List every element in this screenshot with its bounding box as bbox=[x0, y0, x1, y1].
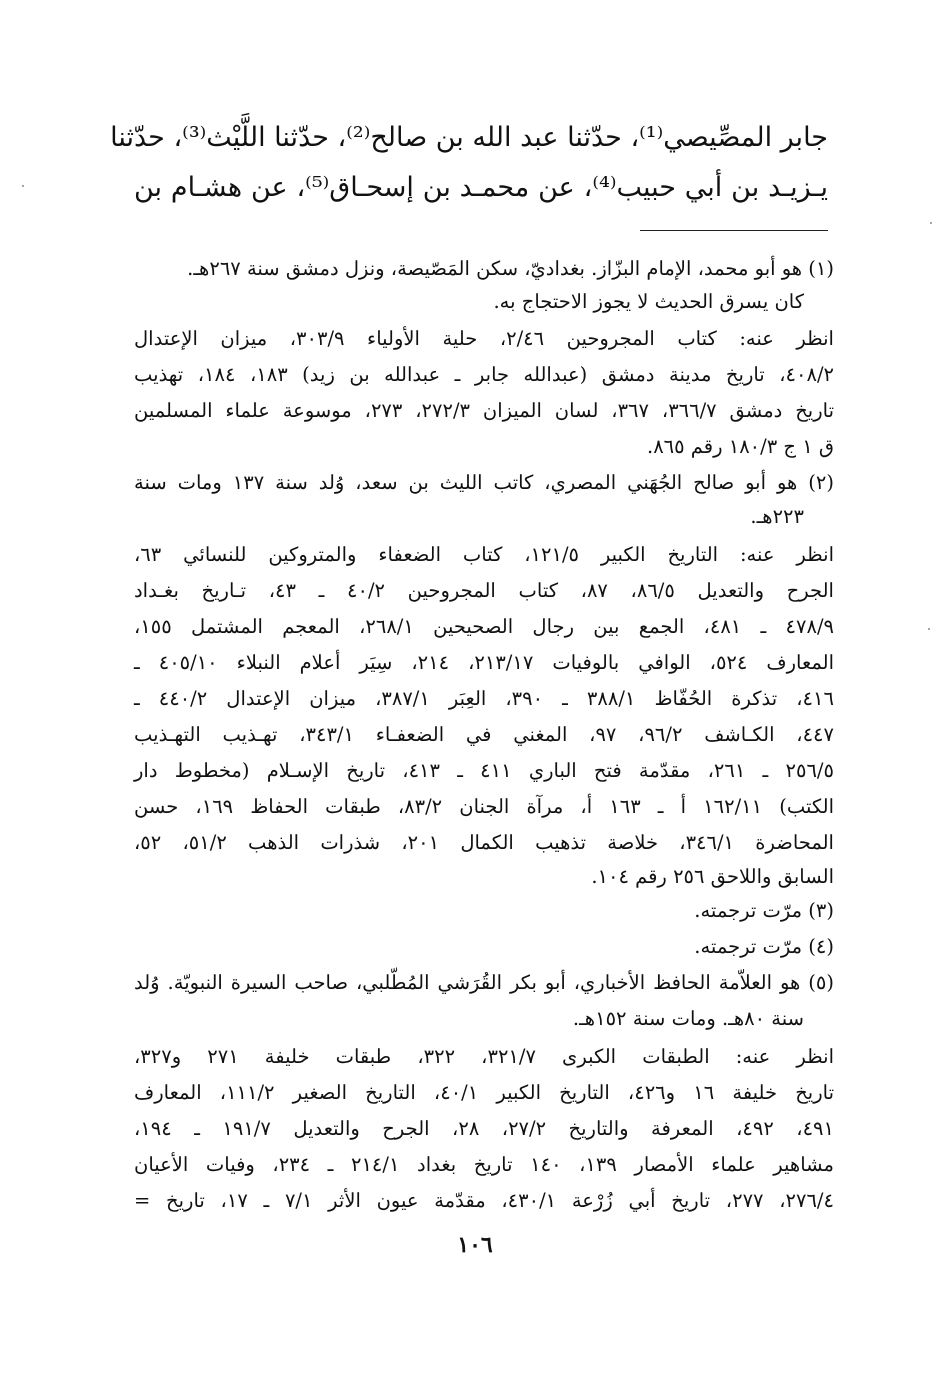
footnote-2-sources: السابق واللاحق ٢٥٦ رقم ١٠٤. bbox=[591, 865, 834, 888]
footnote-5-sources: تاريخ خليفة ١٦ و٤٢٦، التاريخ الكبير ٤٠/١، التاريخ الصغير ١١١/٢، المعارف bbox=[134, 1081, 834, 1104]
scan-speck bbox=[928, 628, 930, 630]
main-text-line-2: يـزيـد بن أبي حبيب⁽⁴⁾، عن محمـد بن إسحـاق⁽⁵⁾، عن هشـام بن bbox=[134, 172, 828, 203]
footnote-5-line: (٥) هو العلاّمة الحافظ الأخباري، أبو بكر القُرَشي المُطّلبي، صاحب السيرة النبويّة. وُلد bbox=[134, 971, 834, 994]
footnote-5-line: سنة ٨٠هـ. ومات سنة ١٥٢هـ. bbox=[572, 1007, 804, 1030]
footnote-1-sources: تاريخ دمشق ٣٦٦/٧، ٣٦٧، لسان الميزان ٢٧٢/٣، ٢٧٣، موسوعة علماء المسلمين bbox=[134, 399, 835, 422]
footnote-1-sources: ٤٠٨/٢، تاريخ مدينة دمشق (عبدالله جابر ـ عبدالله بن زيد) ١٨٣، ١٨٤، تهذيب bbox=[134, 363, 834, 386]
footnote-1-sources: ق ١ ج ١٨٠/٣ رقم ٨٦٥. bbox=[646, 435, 834, 458]
footnote-2-sources: ٤٧٨/٩ ـ ٤٨١، الجمع بين رجال الصحيحين ٢٦٨/١، المعجم المشتمل ١٥٥، bbox=[134, 615, 834, 638]
footnote-2-sources: انظر عنه: التاريخ الكبير ١٢١/٥، كتاب الضعفاء والمتروكين للنسائي ٦٣، bbox=[134, 543, 834, 566]
footnote-4: (٤) مرّت ترجمته. bbox=[694, 935, 834, 958]
footnote-2-sources: المحاضرة ٣٤٦/١، خلاصة تذهيب الكمال ٢٠١، شذرات الذهب ٥١/٢، ٥٢، bbox=[134, 831, 834, 854]
footnote-1-line: (١) هو أبو محمد، الإمام البزّاز. بغداديّ، سكن المَصّيصة، ونزل دمشق سنة ٢٦٧هـ. bbox=[187, 257, 834, 280]
footnote-2-sources: الجرح والتعديل ٨٦/٥، ٨٧، كتاب المجروحين ٤٠/٢ ـ ٤٣، تـاريخ بغـداد bbox=[134, 579, 834, 602]
page-number: ١٠٦ bbox=[457, 1232, 493, 1258]
footnote-separator bbox=[640, 230, 828, 231]
footnote-3: (٣) مرّت ترجمته. bbox=[694, 899, 834, 922]
footnote-2-sources: ٤٤٧، الكـاشف ٩٦/٢، ٩٧، المغني في الضعفـاء ٣٤٣/١، تهـذيب التهـذيب bbox=[134, 723, 834, 746]
footnote-5-sources: ٢٧٦/٤، ٢٧٧، تاريخ أبي زُرْعة ٤٣٠/١، مقدّمة عيون الأثر ٧/١ ـ ١٧، تاريخ = bbox=[134, 1189, 834, 1212]
footnote-2-sources: ٢٥٦/٥ ـ ٢٦١، مقدّمة فتح الباري ٤١١ ـ ٤١٣، تاريخ الإسـلام (مخطوط دار bbox=[134, 759, 834, 782]
footnote-2-sources: المعارف ٥٢٤، الوافي بالوفيات ٢١٣/١٧، ٢١٤، سِيَر أعلام النبلاء ٤٠٥/١٠ ـ bbox=[134, 651, 834, 674]
footnote-5-sources: مشاهير علماء الأمصار ١٣٩، ١٤٠ تاريخ بغداد ٢١٤/١ ـ ٢٣٤، وفيات الأعيان bbox=[134, 1153, 834, 1176]
footnote-2-sources: الكتب) ١٦٢/١١ أ ـ ١٦٣ أ، مرآة الجنان ٨٣/٢، طبقات الحفاظ ١٦٩، حسن bbox=[134, 795, 834, 818]
footnote-1-line: كان يسرق الحديث لا يجوز الاحتجاج به. bbox=[493, 290, 804, 313]
footnote-1-sources: انظر عنه: كتاب المجروحين ٢/٤٦، حلية الأولياء ٣٠٣/٩، ميزان الإعتدال bbox=[134, 327, 834, 350]
scan-speck bbox=[930, 222, 932, 224]
footnote-5-sources: انظر عنه: الطبقات الكبرى ٣٢١/٧، ٣٢٢، طبقات خليفة ٢٧١ و٣٢٧، bbox=[134, 1045, 834, 1068]
footnote-2-line: ٢٢٣هـ. bbox=[750, 505, 804, 528]
footnote-2-line: (٢) هو أبو صالح الجُهَني المصري، كاتب الليث بن سعد، وُلد سنة ١٣٧ ومات سنة bbox=[134, 471, 834, 494]
footnote-2-sources: ٤١٦، تذكرة الحُفّاظ ٣٨٨/١ ـ ٣٩٠، العِبَر ٣٨٧/١، ميزان الإعتدال ٤٤٠/٢ ـ bbox=[134, 687, 834, 710]
footnote-5-sources: ٤٩١، ٤٩٢، المعرفة والتاريخ ٢٧/٢، ٢٨، الجرح والتعديل ١٩١/٧ ـ ١٩٤، bbox=[134, 1117, 834, 1140]
main-text-line-1: جابر المصِّيصي⁽¹⁾، حدّثنا عبد الله بن صالح⁽²⁾، حدّثنا اللَّيْث⁽³⁾، حدّثنا bbox=[110, 122, 828, 153]
scan-speck bbox=[22, 185, 24, 187]
